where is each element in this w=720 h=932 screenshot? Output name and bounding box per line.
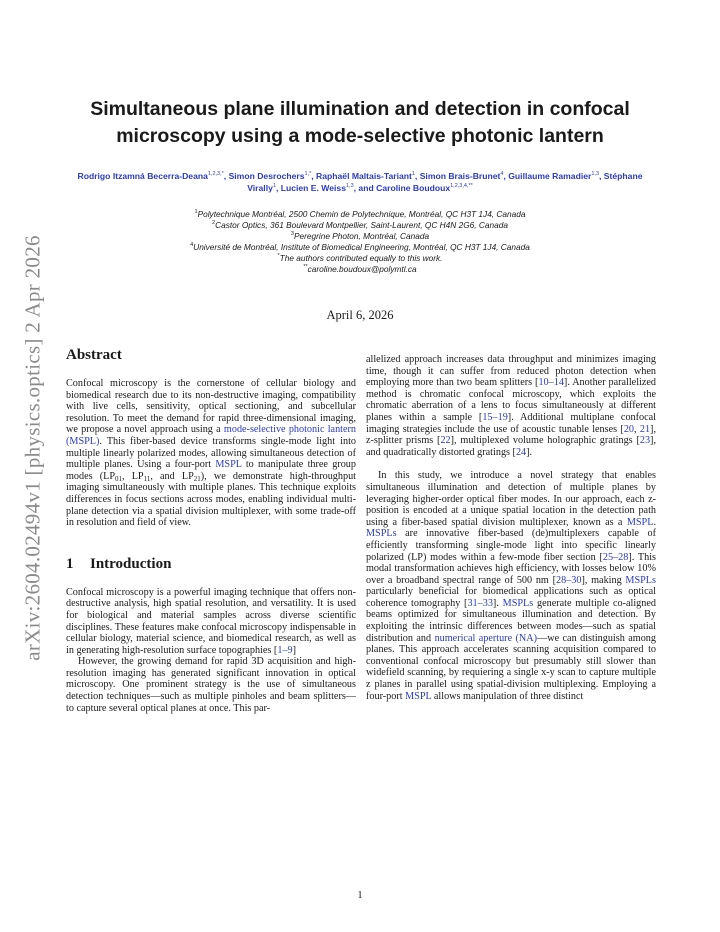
author-name: Rodrigo Itzamná Becerra-Deana	[77, 171, 208, 181]
citation-link[interactable]: 24	[515, 446, 527, 458]
author-affiliation-mark: 1,3	[591, 171, 600, 177]
affiliation-text: caroline.boudoux@polymtl.ca	[307, 264, 417, 274]
paragraph-text: In this study, we introduce a novel strategy that enables simultaneous illumination and detection of multiple planes by leveraging higher-order optical fiber modes. In our approach, each z-position is encoded at a unique spatial location in the detection path using a fiber-based spatial division multiplexer, known as a	[366, 470, 656, 528]
affiliation-mark: 3	[290, 231, 294, 237]
affiliation-text: The authors contributed equally to this work.	[279, 253, 443, 263]
citation-link[interactable]: 22	[440, 435, 451, 447]
affiliation-line	[70, 209, 650, 220]
mspl-link[interactable]: MSPLs	[625, 574, 656, 586]
na-acronym-link[interactable]: numerical aperture (NA)	[434, 632, 538, 644]
paragraph-text: ], z-splitter prisms [	[366, 423, 656, 447]
affiliation-text: Peregrine Photon, Montréal, Canada	[293, 231, 430, 241]
paragraph-text: ]	[292, 644, 297, 656]
author-list	[70, 170, 650, 194]
paragraph-text: allelized approach increases data throughput and minimizes imaging time, though it can suffer from reduced photon detection when employing more than two beam splitters [	[366, 354, 656, 389]
paragraph-text: ].	[492, 597, 503, 609]
paragraph-text: ].	[526, 446, 533, 458]
author-name: Simon Desrochers	[228, 171, 305, 181]
affiliation-line	[70, 220, 650, 231]
affiliation-line	[70, 253, 650, 264]
abstract-heading: Abstract	[66, 347, 122, 363]
left-column	[66, 346, 356, 714]
paragraph-text: allows manipulation of three distinct	[431, 690, 584, 702]
affiliation-line	[70, 242, 650, 253]
abstract-text: to manipulate three group modes (LP	[66, 459, 356, 482]
mspl-link[interactable]: MSPL	[626, 516, 654, 528]
abstract-text: , LP	[122, 470, 144, 482]
paragraph-text: particularly beneficial for biomedical applications such as optical coherence tomography [	[366, 586, 656, 609]
author-affiliation-mark: 1,2,3,*	[207, 171, 224, 177]
paragraph-text: generate multiple co-aligned beams optimized for simultaneous illumination and detection. By exploiting the intrinsic differences between modes—such as spatial distribution and	[366, 597, 656, 644]
affiliation-mark: 2	[212, 220, 216, 226]
author-affiliation-mark: 4	[500, 171, 504, 177]
citation-link[interactable]: 31–33	[467, 597, 493, 609]
mode-subscript: 21	[193, 474, 201, 483]
author-name: Lucien E. Weiss	[280, 183, 346, 193]
author-name: Stéphane Virally	[247, 171, 643, 193]
intro-paragraph-1	[66, 587, 356, 657]
author-separator: ,	[414, 171, 420, 181]
author-name: Caroline Boudoux	[376, 183, 451, 193]
paragraph-text: ], making	[581, 574, 626, 586]
paragraph-text: ], multiplexed volume holographic gratings [	[450, 435, 640, 447]
intro-paragraph-2: However, the growing demand for rapid 3D acquisition and high-resolution imaging has generated significant innovation in optical microscopy. One prominent strategy is the use of simultaneous detection techniques—such as multiple pinholes and beam splitters—to capture several optical planes at once. This par-	[66, 656, 356, 714]
citation-link[interactable]: 25–28	[602, 551, 629, 563]
abstract-body	[66, 378, 356, 529]
arxiv-identifier-text: arXiv:2604.02494v1 [physics.optics] 2 Apr 2026	[20, 235, 45, 661]
mspl-acronym-link[interactable]: mode-selective photonic lantern (MSPL)	[66, 424, 357, 447]
citation-link[interactable]: 1–9	[277, 644, 293, 656]
paragraph-text: —we can distinguish among planes. This approach accelerates scanning acquisition compared to conventional confocal microscopy but presumably still slower than widefield scanning, by requiering a single x-y scan to capture multiple z planes in parallel using spatial-division multiplexing. Employing a four-port	[366, 632, 656, 702]
mspl-link[interactable]: MSPL	[405, 690, 432, 702]
author-name: Guillaume Ramadier	[508, 171, 592, 181]
paragraph-text: .	[653, 516, 656, 528]
citation-link[interactable]: 21	[639, 423, 651, 435]
author-separator: ,	[503, 171, 509, 181]
affiliation-mark: *	[277, 253, 280, 259]
affiliation-list	[70, 209, 650, 275]
mspl-link[interactable]: MSPL	[215, 459, 242, 471]
author-affiliation-mark: 1,*	[304, 171, 312, 177]
citation-link[interactable]: 15–19	[482, 411, 508, 423]
introduction-heading	[66, 555, 356, 573]
author-separator: ,	[599, 171, 604, 181]
author-separator: ,	[311, 171, 317, 181]
section-number: 1	[66, 555, 74, 572]
mspl-link[interactable]: MSPLs	[502, 597, 534, 609]
arxiv-identifier-stamp	[14, 228, 52, 668]
page-number: 1	[357, 890, 363, 901]
publication-date: April 6, 2026	[326, 308, 394, 322]
section-title: Introduction	[90, 555, 172, 572]
paragraph-text: Confocal microscopy is a powerful imaging technique that offers non-destructive analysis, high spatial resolution, and versatility. It is used for biological and material samples across diverse scientific disciplines. These features make confocal microscopy indispensable in cellular biology, material science, and biomedical research, as well as in generating high-resolution surface topographies [	[66, 586, 356, 656]
author-separator: , and	[353, 183, 377, 193]
affiliation-text: Polytechnique Montréal, 2500 Chemin de Polytechnique, Montréal, QC H3T 1J4, Canada	[197, 209, 526, 219]
affiliation-mark: 4	[190, 242, 194, 248]
right-paragraph-1	[366, 354, 656, 458]
author-affiliation-mark: 1	[411, 171, 415, 177]
affiliation-text: Université de Montréal, Institute of Biomedical Engineering, Montréal, QC H3T 1J4, Canada	[193, 242, 530, 252]
paragraph-text: are innovative fiber-based (de)multiplexers capable of efficiently transforming single-mode light into specific linearly polarized (LP) modes within a few-mode fiber section [	[366, 528, 656, 563]
affiliation-line	[70, 231, 650, 242]
right-column	[366, 354, 656, 702]
author-separator: ,	[275, 183, 281, 193]
paper-title: Simultaneous plane illumination and detection in confocal microscopy using a mode-selective photonic lantern	[90, 98, 630, 147]
paragraph-text: ]. Another parallelized method is chromatic confocal microscopy, which exploits the chromatic aberration of a lens to focus simultaneously at different planes within a sample [	[366, 377, 656, 423]
affiliation-text: Castor Optics, 361 Boulevard Montpellier, Saint-Laurent, QC H4N 2G6, Canada	[215, 220, 508, 230]
paragraph-text: ]. This modal transformation achieves high efficiency, with losses below 10% over a broadband spectral range of 500 nm [	[366, 551, 656, 586]
abstract-text: ), we demonstrate high-throughput imaging simultaneously with multiple planes. This technique exploits differences in focus sections across modes, enabling individual multi-plane detection via a spatial division multiplexer, with some trade-off in resolution and field of view.	[66, 470, 356, 529]
mspl-link[interactable]: MSPLs	[366, 528, 397, 540]
citation-link[interactable]: 28–30	[555, 574, 582, 586]
abstract-text: , and LP	[150, 470, 194, 482]
author-affiliation-mark: 1	[272, 183, 276, 189]
author-separator: ,	[223, 171, 229, 181]
paragraph-text: ,	[634, 423, 640, 435]
citation-link[interactable]: 23	[639, 435, 651, 447]
affiliation-mark: **	[303, 264, 308, 270]
citation-link[interactable]: 20	[623, 423, 634, 435]
author-name: Simon Brais-Brunet	[419, 171, 501, 181]
author-name: Raphaël Maltais-Tariant	[316, 171, 412, 181]
right-paragraph-2	[366, 470, 656, 702]
abstract-text: Confocal microscopy is the cornerstone of cellular biology and biomedical research due to its non-destructive imaging, compatibility with live cells, sensitivity, optical sectioning, and subcellular resolution. To meet the demand for rapid three-dimensional imaging, we propose a novel approach using a	[66, 378, 356, 436]
affiliation-mark: 1	[194, 209, 198, 215]
citation-link[interactable]: 10–14	[538, 377, 564, 389]
affiliation-line	[70, 264, 650, 275]
author-affiliation-mark: 1,2,3,4,**	[450, 183, 473, 189]
paragraph-text: ]. Additional multiplane confocal imaging strategies include the use of acoustic tunable lenses [	[366, 411, 657, 435]
mode-subscript: 01	[115, 474, 123, 483]
paragraph-text: ], and quadratically distorted gratings [	[366, 435, 656, 458]
author-affiliation-mark: 1,3	[346, 183, 354, 189]
mode-subscript: 11	[143, 474, 151, 483]
abstract-text: . This fiber-based device transforms single-mode light into multiple linearly polarized modes, allowing simultaneous detection of multiple planes. Using a four-port	[66, 435, 356, 471]
